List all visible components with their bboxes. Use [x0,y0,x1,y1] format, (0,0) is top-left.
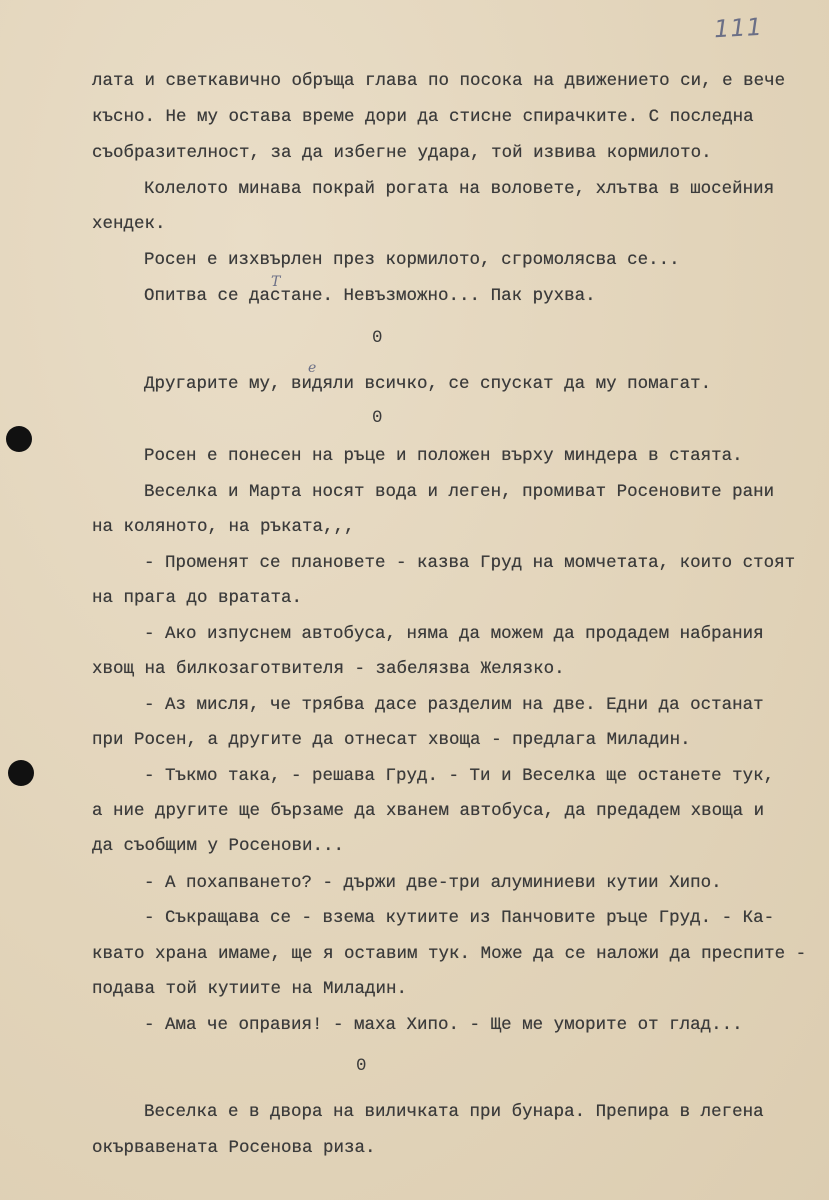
typed-line: на прага до вратата. [92,588,303,608]
typed-line: Опитва се дастане. Невъзможно... Пак рухва. [102,286,596,306]
typed-line: лата и светкавично обръща глава по посока на движението си, е вече [92,71,786,91]
typed-line: да съобщим у Росенови... [92,836,345,856]
section-separator: 0 [372,408,383,428]
typed-line: - Тъкмо така, - решава Груд. - Ти и Веселка ще останете тук, [102,766,775,786]
section-separator: 0 [372,328,383,348]
typed-line: хендек. [92,214,166,234]
typed-line: хвощ на билкозаготвителя - забелязва Желязко. [92,659,565,679]
typed-line: при Росен, а другите да отнесат хвоща - предлага Миладин. [92,730,691,750]
typed-line: Росен е изхвърлен през кормилото, сгромолясва се... [102,250,680,270]
typed-line: Веселка и Марта носят вода и леген, промиват Росеновите рани [102,482,775,502]
typed-line: Росен е понесен на ръце и положен върху миндера в стаята. [102,446,743,466]
typed-line: Другарите му, видяли всичко, се спускат да му помагат. [102,374,712,394]
typed-line: съобразителност, за да избегне удара, той извива кормилото. [92,143,712,163]
typed-line: - Аз мисля, че трябва дасе разделим на две. Едни да останат [102,695,764,715]
typed-line: късно. Не му остава време дори да стисне спирачките. С последна [92,107,754,127]
typed-line: на коляното, на ръката,,, [92,517,355,537]
typed-line: а ние другите ще бързаме да хванем автобуса, да предадем хвоща и [92,801,765,821]
typed-line: - А похапването? - държи две-три алуминиеви кутии Хипо. [102,873,722,893]
typed-line: - Ако изпуснем автобуса, няма да можем да продадем набрания [102,624,764,644]
typed-line: - Променят се плановете - казва Груд на момчетата, които стоят [102,553,796,573]
punch-hole-top [6,426,32,452]
typed-line: подава той кутиите на Миладин. [92,979,408,999]
handwritten-mark: е [308,360,317,376]
handwritten-mark: Т [271,274,281,290]
page-number: 111 [713,12,764,44]
typed-line: окървавената Росенова риза. [92,1138,376,1158]
typed-line: - Ама че оправия! - маха Хипо. - Ще ме уморите от глад... [102,1015,743,1035]
typed-line: - Съкращава се - взема кутиите из Панчовите ръце Груд. - Ка- [102,908,775,928]
section-separator: 0 [356,1056,367,1076]
typed-line: Веселка е в двора на виличката при бунара. Препира в легена [102,1102,764,1122]
typed-line: квато храна имаме, ще я оставим тук. Може да се наложи да преспите - [92,944,807,964]
typed-line: Колелото минава покрай рогата на воловете, хлътва в шосейния [102,179,775,199]
punch-hole-bottom [8,760,34,786]
